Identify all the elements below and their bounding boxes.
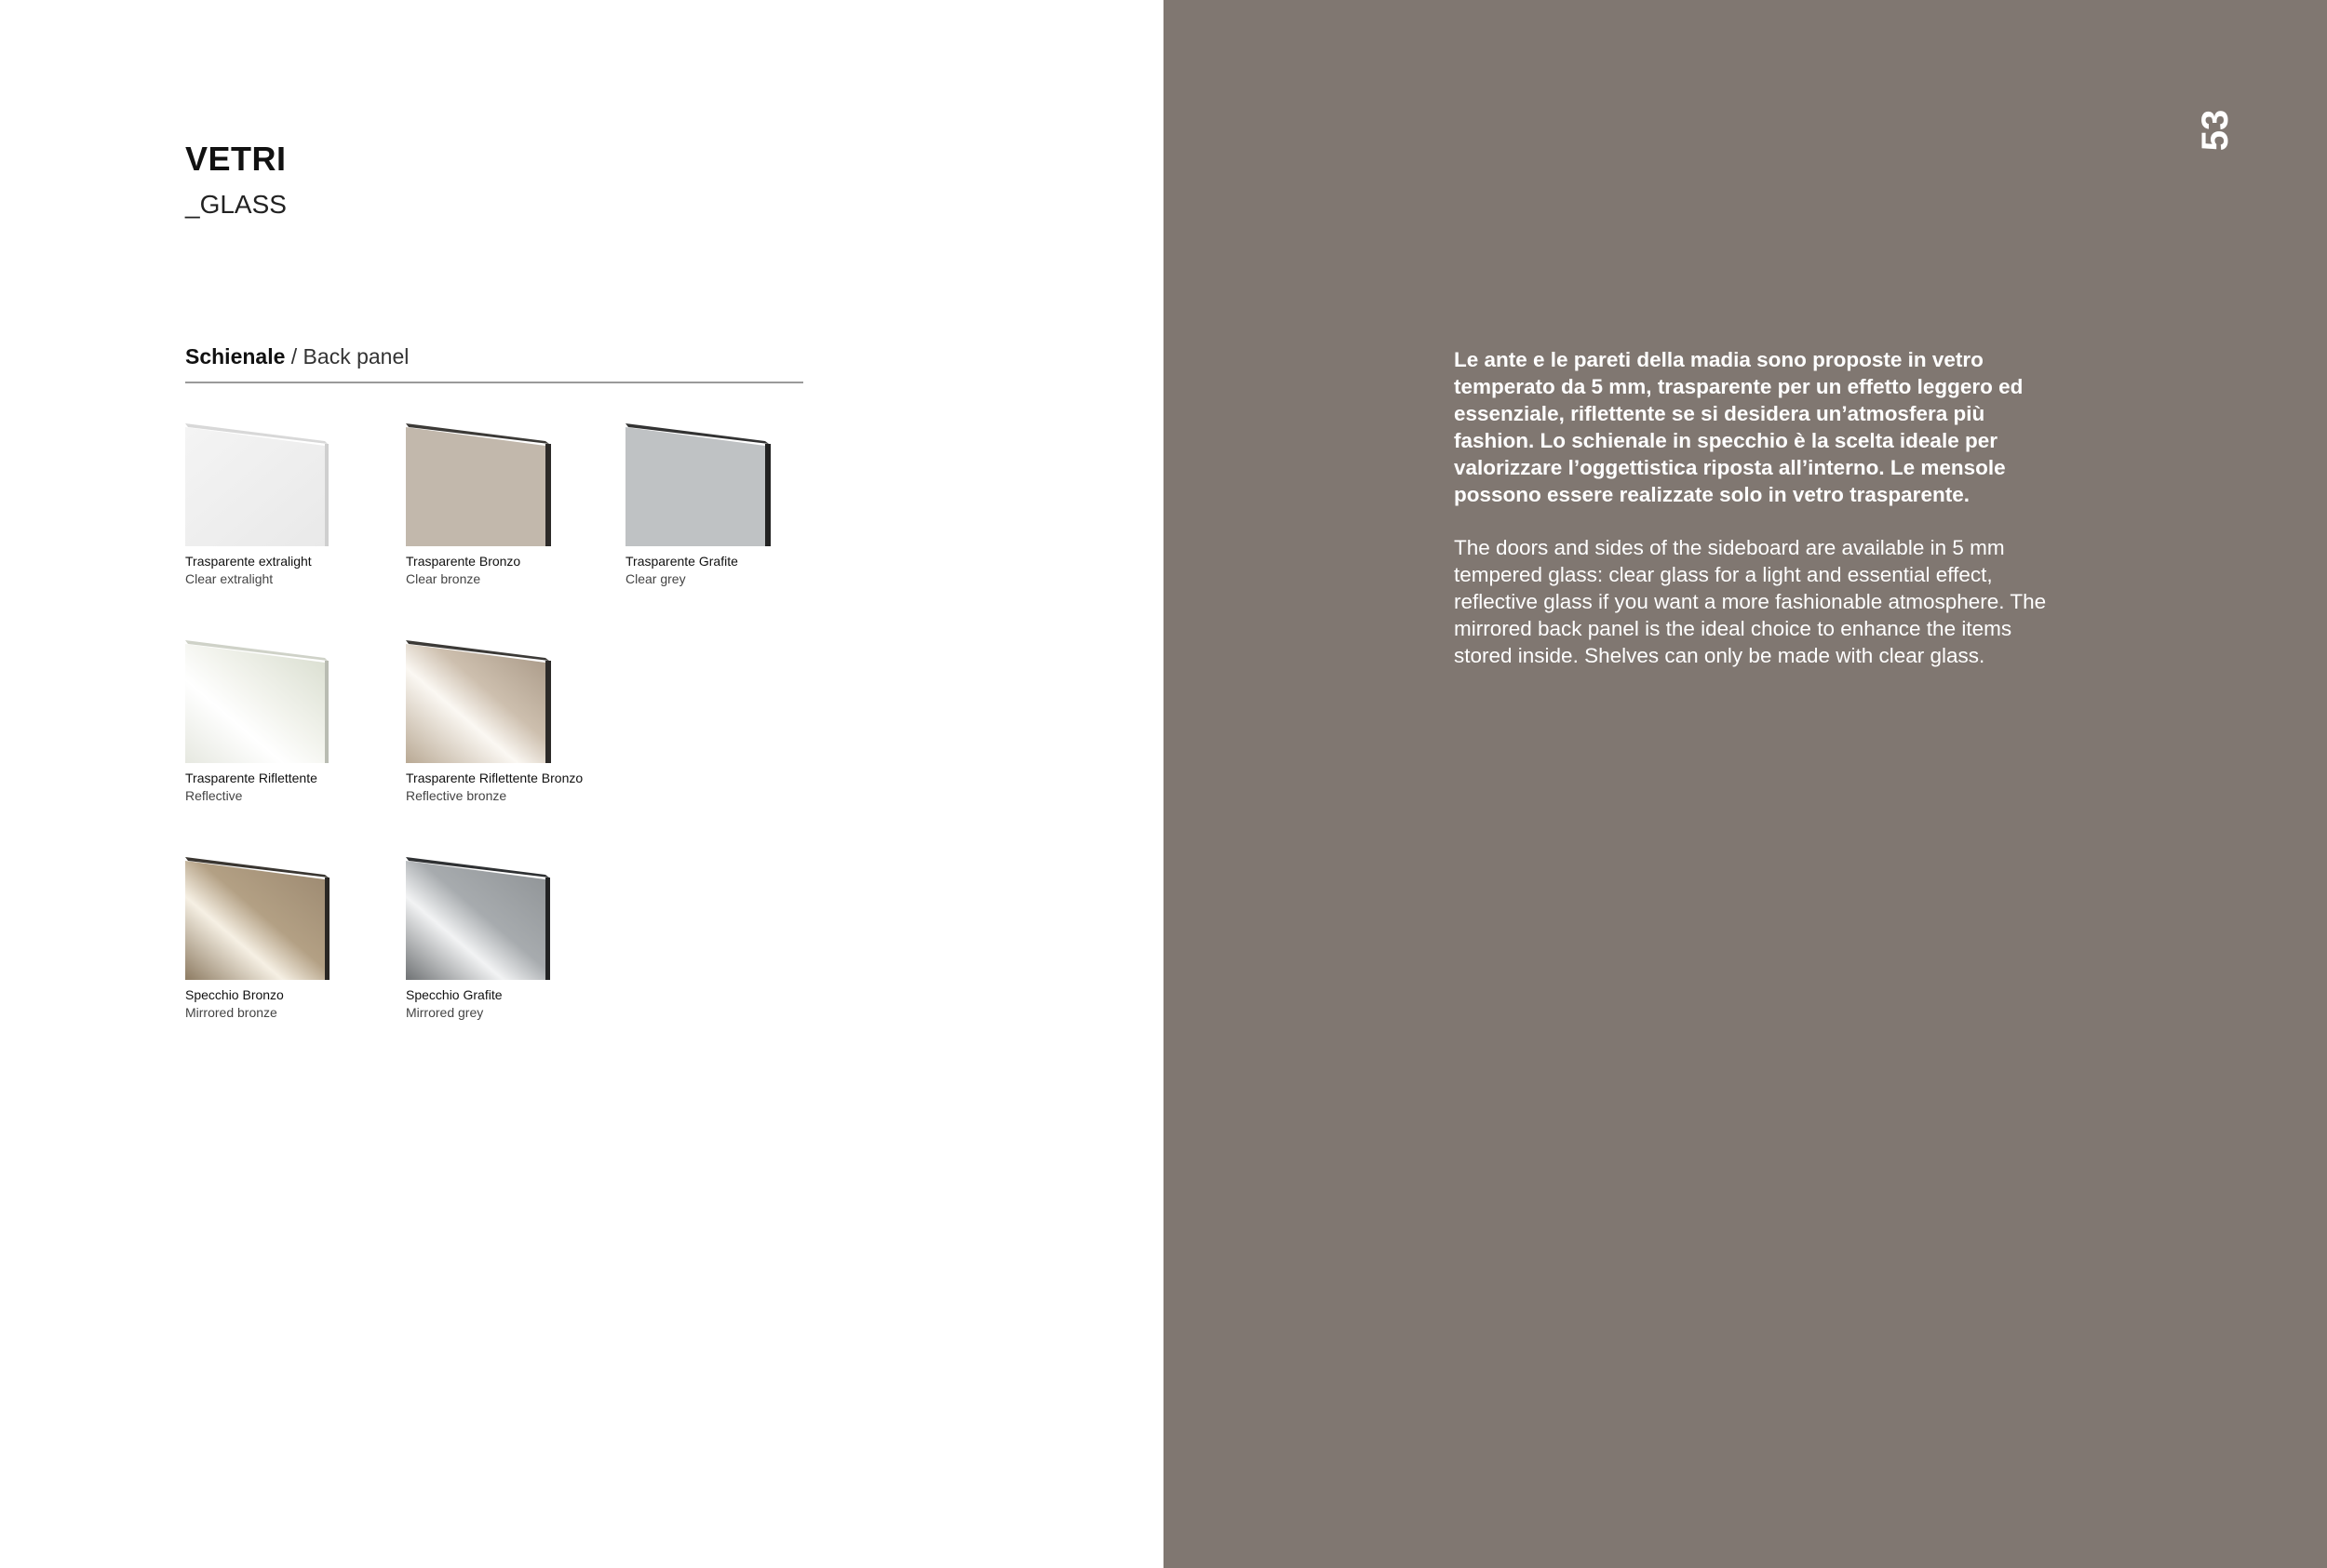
swatch-reflective-bronze[interactable]: [406, 623, 583, 803]
section-heading: [185, 344, 803, 383]
glass-sample-reflective-bronze: [406, 623, 583, 763]
swatch-clear-grey[interactable]: [625, 407, 802, 586]
glass-sample-mirrored-grey: [406, 840, 583, 980]
swatch-clear-bronze[interactable]: [406, 407, 583, 586]
swatch-subtitle: Clear bronze: [406, 571, 481, 586]
swatch-subtitle: Mirrored grey: [406, 1005, 484, 1020]
swatch-name: Trasparente Bronzo: [406, 554, 521, 569]
description-italian: Le ante e le pareti della madia sono proposte in vetro temperato da 5 mm, trasparente per un effetto leggero ed essenziale, riflettente se si desidera un’atmosfera più fashion. Lo schienale in specchio è la scelta ideale per valorizzare l’oggettistica riposta all’interno. Le mensole possono essere realizzate solo in vetro trasparente.: [1454, 348, 2024, 506]
page-title: VETRI: [185, 140, 287, 178]
glass-sample-reflective: [185, 623, 362, 763]
description-english: The doors and sides of the sideboard are available in 5 mm tempered glass: clear glass for a light and essential effect, reflective glass if you want a more fashionable atmosphere. The mirrored back panel is the ideal choice to enhance the items stored inside. Shelves can only be made with clear glass.: [1454, 536, 2047, 667]
swatch-mirrored-bronze[interactable]: [185, 840, 362, 1020]
swatch-name: Trasparente Riflettente Bronzo: [406, 771, 584, 785]
right-page: [1164, 0, 2327, 1568]
glass-sample-clear-grey: [625, 407, 802, 546]
glass-sample-clear-extralight: [185, 407, 362, 546]
glass-sample-mirrored-bronze: [185, 840, 362, 980]
section-label-rest: / Back panel: [285, 344, 410, 369]
swatch-reflective[interactable]: [185, 623, 362, 803]
swatch-subtitle: Reflective bronze: [406, 788, 507, 803]
swatch-name: Trasparente extralight: [185, 554, 312, 569]
swatch-subtitle: Reflective: [185, 788, 243, 803]
swatch-name: Specchio Bronzo: [185, 987, 284, 1002]
swatch-clear-extralight[interactable]: [185, 407, 362, 586]
swatch-subtitle: Mirrored bronze: [185, 1005, 277, 1020]
page-subtitle: _GLASS: [185, 190, 287, 219]
swatch-name: Specchio Grafite: [406, 987, 503, 1002]
swatch-name: Trasparente Riflettente: [185, 771, 317, 785]
swatch-subtitle: Clear grey: [625, 571, 686, 586]
swatch-name: Trasparente Grafite: [625, 554, 738, 569]
glass-sample-clear-bronze: [406, 407, 583, 546]
swatch-mirrored-grey[interactable]: [406, 840, 583, 1020]
swatch-subtitle: Clear extralight: [185, 571, 274, 586]
page-number: 53: [2194, 109, 2236, 152]
section-label-bold: Schienale: [185, 344, 286, 369]
